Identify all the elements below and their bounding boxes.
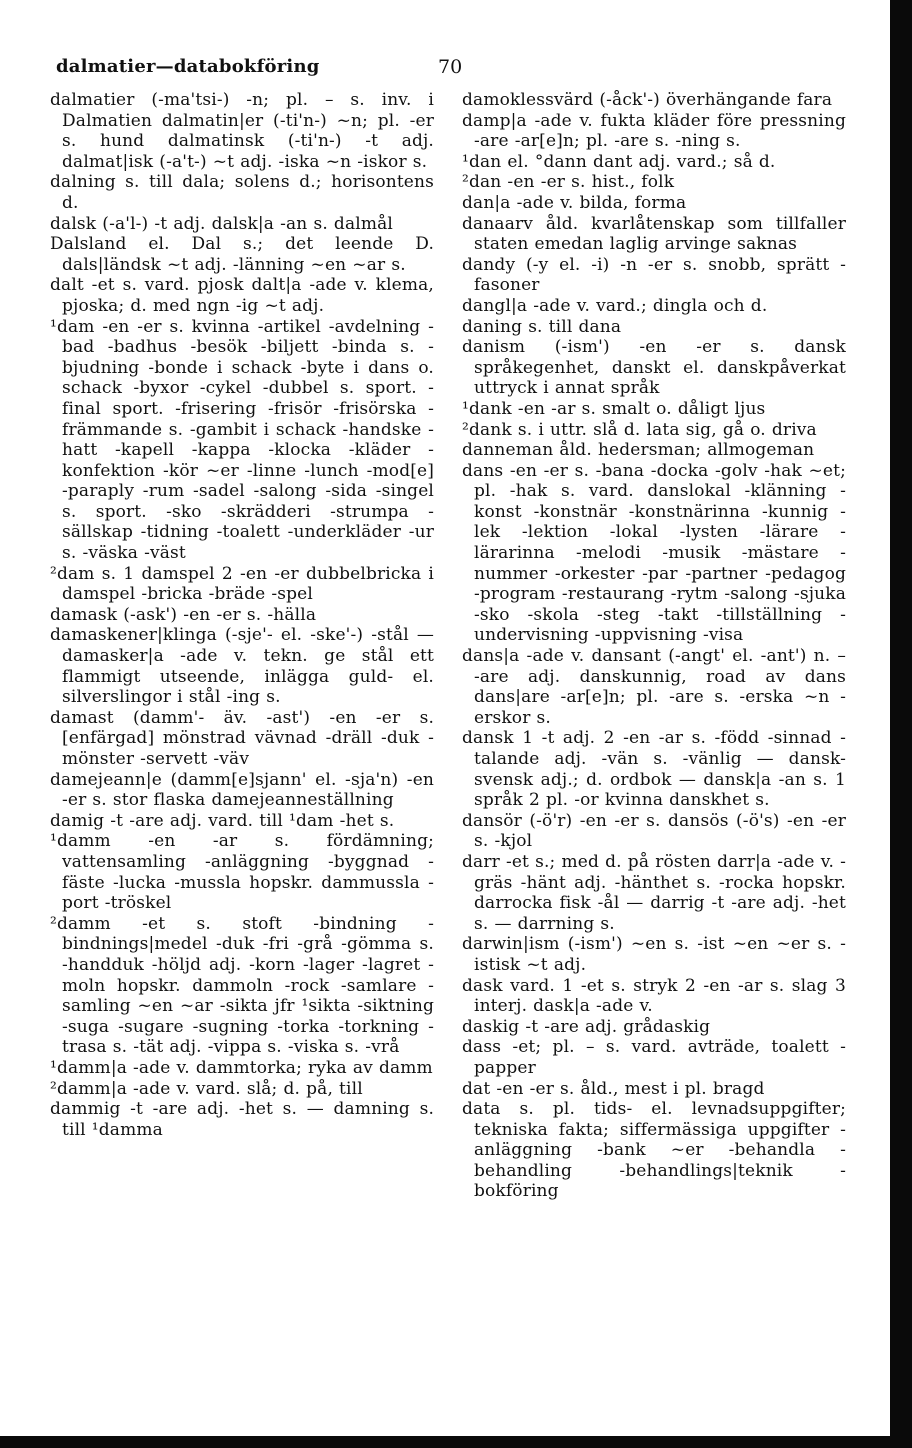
dictionary-entry: ¹damm|a -ade v. dammtorka; ryka av damm — [50, 1057, 433, 1078]
dictionary-entry: dask vard. 1 -et s. stryk 2 -en -ar s. slag 3 interj. dask|a -ade v. — [462, 975, 853, 1017]
dictionary-entry: dandy (-y el. -i) -n -er s. snobb, sprätt -fasoner — [462, 254, 846, 296]
scan-border-right — [890, 0, 912, 1448]
dictionary-entry: dalsk (-a'l-) -t adj. dalsk|a -an s. dalmål — [50, 213, 393, 234]
dictionary-entry: ¹damm -en -ar s. fördämning; vattensamling -anläggning -byggnad -fäste -lucka -mussla hopskr. dammussla -port -tröskel — [50, 831, 441, 914]
dictionary-entry: danneman åld. hedersman; allmogeman — [462, 440, 815, 461]
dictionary-entry: damast (damm'- äv. -ast') -en -er s. [enfärgad] mönstrad vävnad -dräll -duk -mönster -servett -väv — [50, 707, 441, 769]
dictionary-entry: damaskener|klinga (-sje'- el. -ske'-) -stål — damasker|a -ade v. tekn. ge stål ett flammigt utseende, inlägga guld- el. silverslingor i stål -ing s. — [50, 625, 441, 708]
right-column — [462, 90, 853, 1202]
dictionary-entry: Dalsland el. Dal s.; det leende D. dals|ländsk ~t adj. -länning ~en ~ar s. — [50, 234, 441, 275]
dictionary-entry: ²damm -et s. stoft -bindning -bindnings|medel -duk -fri -grå -gömma s. -handduk -höljd adj. -korn -lager -lagret -moln hopskr. dammoln -rock -samlare -samling ~en ~ar -sikta jfr ¹sikta -siktning -suga -sugare -sugning -torka -torkning -trasa s. -tät adj. -vippa s. -viska s. -vrå — [50, 913, 441, 1058]
dictionary-entry: dan|a -ade v. bilda, forma — [462, 192, 687, 213]
dictionary-entry: data s. pl. tids- el. levnadsuppgifter; tekniska fakta; siffermässiga uppgifter -anläggning -bank ~er -behandla -behandling -behandlings|teknik -bokföring — [462, 1099, 853, 1202]
page-header — [56, 56, 856, 84]
left-column — [50, 90, 441, 1140]
dictionary-entry: damig -t -are adj. vard. till ¹dam -het s. — [50, 810, 395, 831]
dictionary-entry: dalning s. till dala; solens d.; horisontens d. — [50, 172, 441, 213]
dictionary-entry: dass -et; pl. – s. vard. avträde, toalett -papper — [462, 1037, 846, 1078]
dictionary-entry: danism (-ism') -en -er s. dansk språkegenhet, danskt el. danskpåverkat uttryck i annat språk — [462, 337, 853, 399]
dictionary-entry: dans|a -ade v. dansant (-angt' el. -ant') n. – -are adj. danskunnig, road av dans dans|are -ar[e]n; pl. -are s. -erska ~n -erskor s. — [462, 646, 853, 728]
dictionary-entry: dalt -et s. vard. pjosk dalt|a -ade v. klema, pjoska; d. med ngn -ig ~t adj. — [50, 275, 441, 316]
dictionary-entry: danaarv åld. kvarlåtenskap som tillfaller staten emedan laglig arvinge saknas — [462, 213, 853, 255]
dictionary-entry: dat -en -er s. åld., mest i pl. bragd — [462, 1078, 765, 1099]
dictionary-entry: ¹dan el. °dann dant adj. vard.; så d. — [462, 151, 776, 172]
dictionary-entry: ²dam s. 1 damspel 2 -en -er dubbelbricka i damspel -bricka -bräde -spel — [50, 563, 441, 605]
dictionary-entry: ²damm|a -ade v. vard. slå; d. på, till — [50, 1078, 363, 1099]
dictionary-entry: damejeann|e (damm[e]sjann' el. -sja'n) -en -er s. stor flaska damejeanneställning — [50, 769, 441, 811]
dictionary-entry: darwin|ism (-ism') ~en s. -ist ~en ~er s. -istisk ~t adj. — [462, 934, 846, 975]
dictionary-entry: dalmatier (-ma'tsi-) -n; pl. – s. inv. i Dalmatien dalmatin|er (-ti'n-) ~n; pl. -er s. hund dalmatinsk (-ti'n-) -t adj. dalmat|isk (-a't-) ~t adj. -iska ~n -iskor s. — [50, 90, 441, 172]
page-number: 70 — [438, 56, 463, 78]
dictionary-entry: dans -en -er s. -bana -docka -golv -hak ~et; pl. -hak s. vard. danslokal -klänning -konst -konstnär -konstnärinna -kunnig -lek -lektion -lokal -lysten -lärare -lärarinna -melodi -musik -mästare -nummer -orkester -par -partner -pedagog -program -restaurang -rytm -salong -sjuka -sko -skola -steg -takt -tillställning -undervisning -uppvisning -visa — [462, 460, 853, 646]
dictionary-entry: damask (-ask') -en -er s. -hälla — [50, 604, 317, 625]
dictionary-entry: ¹dam -en -er s. kvinna -artikel -avdelning -bad -badhus -besök -biljett -binda s. -bjudning -bonde i schack -byte i dans o. schack -byxor -cykel -dubbel s. sport. -final sport. -frisering -frisör -frisörska -främmande s. -gambit i schack -handske -hatt -kapell -kappa -klocka -kläder -konfektion -kör ~er -linne -lunch -mod[e] -paraply -rum -sadel -salong -sida -singel s. sport. -sko -skrädderi -strumpa -sällskap -tidning -toalett -underkläder -ur s. -väska -väst — [50, 316, 441, 564]
running-head: dalmatier—databokföring — [56, 56, 320, 77]
dictionary-entry: damp|a -ade v. fukta kläder före pressning -are -ar[e]n; pl. -are s. -ning s. — [462, 110, 853, 152]
dictionary-entry: ²dan -en -er s. hist., folk — [462, 172, 675, 193]
scan-border-bottom — [0, 1436, 912, 1448]
dictionary-entry: daning s. till dana — [462, 316, 622, 337]
dictionary-entry: damoklessvärd (-åck'-) överhängande fara — [462, 90, 833, 110]
dictionary-entry: daskig -t -are adj. grådaskig — [462, 1016, 711, 1037]
dictionary-entry: dansör (-ö'r) -en -er s. dansös (-ö's) -en -er s. -kjol — [462, 810, 853, 852]
dictionary-entry: dangl|a -ade v. vard.; dingla och d. — [462, 295, 768, 316]
dictionary-entry: darr -et s.; med d. på rösten darr|a -ade v. -gräs -hänt adj. -hänthet s. -rocka hopskr. darrocka fisk -ål — darrig -t -are adj. -het s. — darrning s. — [462, 851, 853, 934]
dictionary-entry: dammig -t -are adj. -het s. — damning s. till ¹damma — [50, 1099, 441, 1140]
dictionary-entry: ²dank s. i uttr. slå d. lata sig, gå o. driva — [462, 419, 817, 440]
dictionary-entry: dansk 1 -t adj. 2 -en -ar s. -född -sinnad -talande adj. -vän s. -vänlig — dansk-svensk adj.; d. ordbok — dansk|a -an s. 1 språk 2 pl. -or kvinna danskhet s. — [462, 728, 853, 811]
dictionary-entry: ¹dank -en -ar s. smalt o. dåligt ljus — [462, 398, 766, 419]
